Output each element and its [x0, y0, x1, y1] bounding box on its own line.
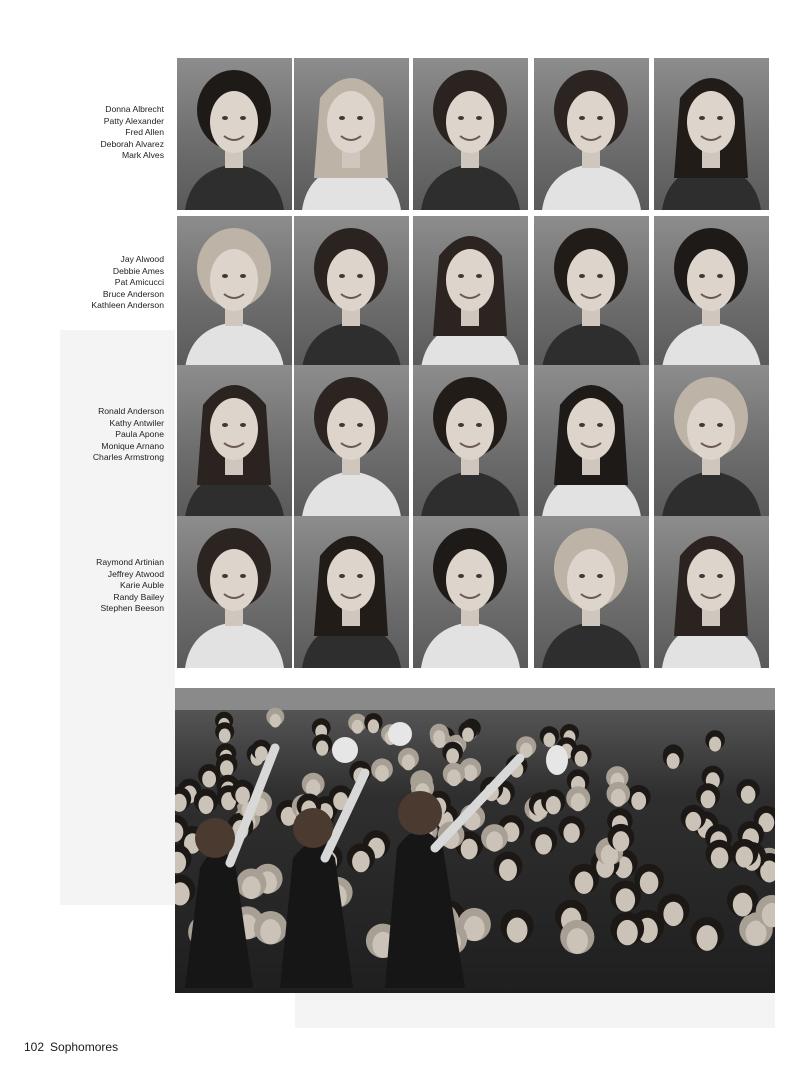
- student-portrait: [177, 58, 292, 210]
- portrait-illustration: [177, 365, 292, 517]
- student-portrait: [294, 216, 409, 368]
- student-name: Deborah Alvarez: [100, 138, 164, 149]
- student-name: Kathleen Anderson: [91, 300, 164, 310]
- student-portrait: [534, 58, 649, 210]
- name-list: [40, 406, 164, 464]
- page-number: 102: [24, 1040, 45, 1054]
- student-name: Charles Armstrong: [92, 452, 164, 462]
- portrait-illustration: [413, 58, 528, 210]
- student-name: Pat Amicucci: [114, 277, 164, 287]
- student-name: Randy Bailey: [113, 591, 164, 602]
- portrait-illustration: [177, 516, 292, 668]
- student-name: Monique Arnano: [101, 440, 164, 451]
- student-portrait: [654, 365, 769, 517]
- crowd-member: [254, 911, 287, 944]
- portrait-illustration: [654, 516, 769, 668]
- student-name: Jeffrey Atwood: [107, 568, 164, 579]
- section-title: Sophomores: [50, 1040, 119, 1054]
- student-portrait: [654, 58, 769, 210]
- student-name: Bruce Anderson: [102, 288, 164, 299]
- student-name: Donna Albrecht: [105, 104, 164, 114]
- pep-rally-photo: [175, 688, 775, 993]
- page-footer: [24, 1040, 124, 1054]
- portrait-illustration: [534, 516, 649, 668]
- portrait-illustration: [534, 58, 649, 210]
- student-name: Raymond Artinian: [96, 557, 164, 567]
- student-portrait: [534, 216, 649, 368]
- portrait-illustration: [413, 216, 528, 368]
- portrait-illustration: [413, 365, 528, 517]
- name-list: [40, 254, 164, 312]
- portrait-illustration: [413, 516, 528, 668]
- student-portrait: [177, 516, 292, 668]
- student-portrait: [294, 58, 409, 210]
- portrait-illustration: [294, 216, 409, 368]
- student-name: Debbie Ames: [112, 265, 164, 276]
- student-name: Stephen Beeson: [100, 603, 164, 613]
- portrait-illustration: [177, 58, 292, 210]
- portrait-illustration: [654, 216, 769, 368]
- student-name: Fred Allen: [125, 127, 164, 137]
- student-portrait: [413, 58, 528, 210]
- crowd-member: [560, 920, 594, 954]
- crowd-member: [500, 909, 533, 942]
- student-name: Paula Apone: [115, 429, 164, 439]
- student-portrait: [294, 516, 409, 668]
- crowd-member: [727, 885, 758, 917]
- bleed-through-panel: [295, 990, 775, 1028]
- portrait-illustration: [534, 365, 649, 517]
- crowd-member: [690, 917, 724, 951]
- student-portrait: [654, 516, 769, 668]
- student-name: Ronald Anderson: [98, 406, 164, 416]
- student-portrait: [534, 365, 649, 517]
- name-list: [40, 557, 164, 615]
- student-portrait: [294, 365, 409, 517]
- student-portrait: [413, 216, 528, 368]
- portrait-illustration: [654, 365, 769, 517]
- student-portrait: [534, 516, 649, 668]
- student-name: Kathy Antwiler: [109, 417, 164, 428]
- crowd-member: [611, 912, 645, 946]
- student-portrait: [177, 365, 292, 517]
- portrait-illustration: [294, 365, 409, 517]
- portrait-illustration: [294, 516, 409, 668]
- student-name: Patty Alexander: [103, 115, 164, 126]
- student-portrait: [177, 216, 292, 368]
- student-portrait: [654, 216, 769, 368]
- student-name: Jay Alwood: [120, 254, 164, 264]
- portrait-illustration: [177, 216, 292, 368]
- portrait-illustration: [294, 58, 409, 210]
- crowd-illustration: [175, 688, 775, 993]
- student-name: Karie Auble: [120, 580, 164, 590]
- name-list: [40, 104, 164, 162]
- student-name: Mark Alves: [121, 150, 164, 160]
- student-portrait: [413, 365, 528, 517]
- portrait-illustration: [654, 58, 769, 210]
- student-portrait: [413, 516, 528, 668]
- portrait-illustration: [534, 216, 649, 368]
